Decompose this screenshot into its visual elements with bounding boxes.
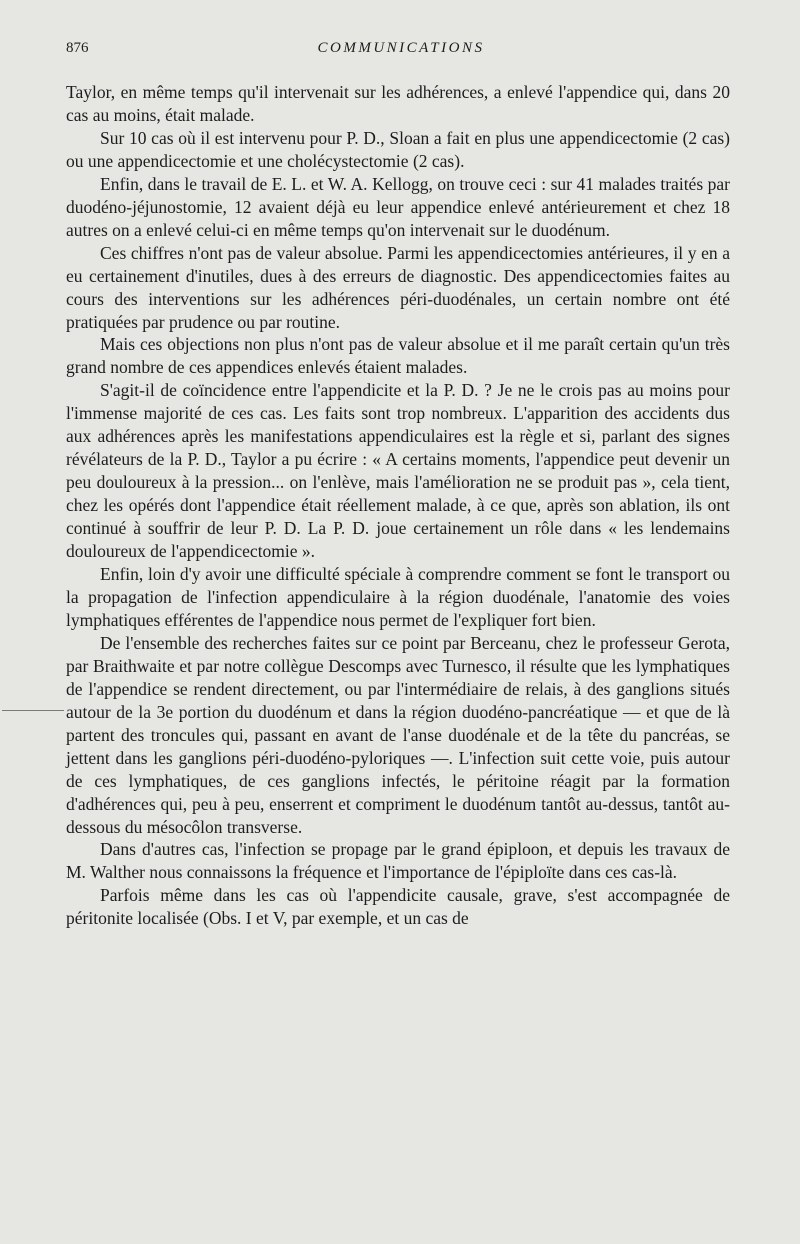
paragraph-7: Enfin, loin d'y avoir une difficulté spéciale à comprendre comment se font le transport ou la propagation de l'infection appendiculaire à la région duodénale, l'anatomie des voies lymphatiques efférentes de l'appendice nous permet de l'expliquer fort bien. bbox=[66, 564, 730, 630]
paragraph-6: S'agit-il de coïncidence entre l'appendicite et la P. D. ? Je ne le crois pas au moins pour l'immense majorité de ces cas. Les faits sont trop nombreux. L'apparition des accidents dus aux adhérences après les manifestations appendiculaires est la règle et si, parlant des signes révélateurs de la P. D., Taylor a pu écrire : « A certains moments, l'appendice peut devenir un peu douloureux à la pression... on l'enlève, mais l'amélioration ne se produit pas », cela tient, chez les opérés dont l'appendice était réellement malade, à ce que, après son ablation, ils ont continué à souffrir de leur P. D. La P. D. joue certainement un rôle dans « les lendemains douloureux de l'appendicectomie ». bbox=[66, 380, 730, 562]
body-text bbox=[66, 81, 730, 930]
paragraph-8: De l'ensemble des recherches faites sur ce point par Berceanu, chez le professeur Gerota, par Braithwaite et par notre collègue Descomps avec Turnesco, il résulte que les lymphatiques de l'appendice se rendent directement, ou par l'intermédiaire de relais, à des ganglions situés autour de la 3e portion du duodénum et dans la région duodéno-pancréatique — et que de là partent des troncules qui, passant en avant de l'anse duodénale et de la tête du pancréas, se jettent dans les ganglions péri-duodéno-pyloriques —. L'infection suit cette voie, puis autour de ces lymphatiques, de ces ganglions infectés, le péritoine réagit par la formation d'adhérences qui, peu à peu, enserrent et compriment le duodénum tantôt au-dessus, tantôt au-dessous du mésocôlon transverse. bbox=[66, 632, 730, 837]
page-number: 876 bbox=[66, 40, 89, 56]
paragraph-2: Sur 10 cas où il est intervenu pour P. D., Sloan a fait en plus une appendicectomie (2 cas) ou une appendicectomie et une cholécystectomie (2 cas). bbox=[66, 127, 730, 171]
paragraph-4: Ces chiffres n'ont pas de valeur absolue. Parmi les appendicectomies antérieures, il y en a eu certainement d'inutiles, dues à des erreurs de diagnostic. Des appendicectomies faites au cours des interventions sur les adhérences péri-duodénales, un certain nombre ont été pratiquées par prudence ou par routine. bbox=[66, 242, 730, 332]
running-title: COMMUNICATIONS bbox=[317, 40, 485, 56]
paragraph-3: Enfin, dans le travail de E. L. et W. A. Kellogg, on trouve ceci : sur 41 malades traités par duodéno-jéjunostomie, 12 avaient déjà eu leur appendice enlevé antérieurement et chez 18 autres on a enlevé celui-ci en même temps qu'on intervenait sur le duodénum. bbox=[66, 173, 730, 240]
paragraph-5: Mais ces objections non plus n'ont pas de valeur absolue et il me paraît certain qu'un très grand nombre de ces appendices enlevés étaient malades. bbox=[66, 334, 730, 378]
paragraph-9: Dans d'autres cas, l'infection se propage par le grand épiploon, et depuis les travaux de M. Walther nous connaissons la fréquence et l'importance de l'épiploïte dans ces cas-là. bbox=[66, 839, 730, 883]
page-header bbox=[66, 38, 736, 58]
paragraph-1: Taylor, en même temps qu'il intervenait sur les adhérences, a enlevé l'appendice qui, dans 20 cas au moins, était malade. bbox=[66, 82, 730, 125]
paragraph-10: Parfois même dans les cas où l'appendicite causale, grave, s'est accompagnée de péritonite localisée (Obs. I et V, par exemple, et un cas de bbox=[66, 885, 730, 929]
margin-mark bbox=[2, 710, 64, 711]
